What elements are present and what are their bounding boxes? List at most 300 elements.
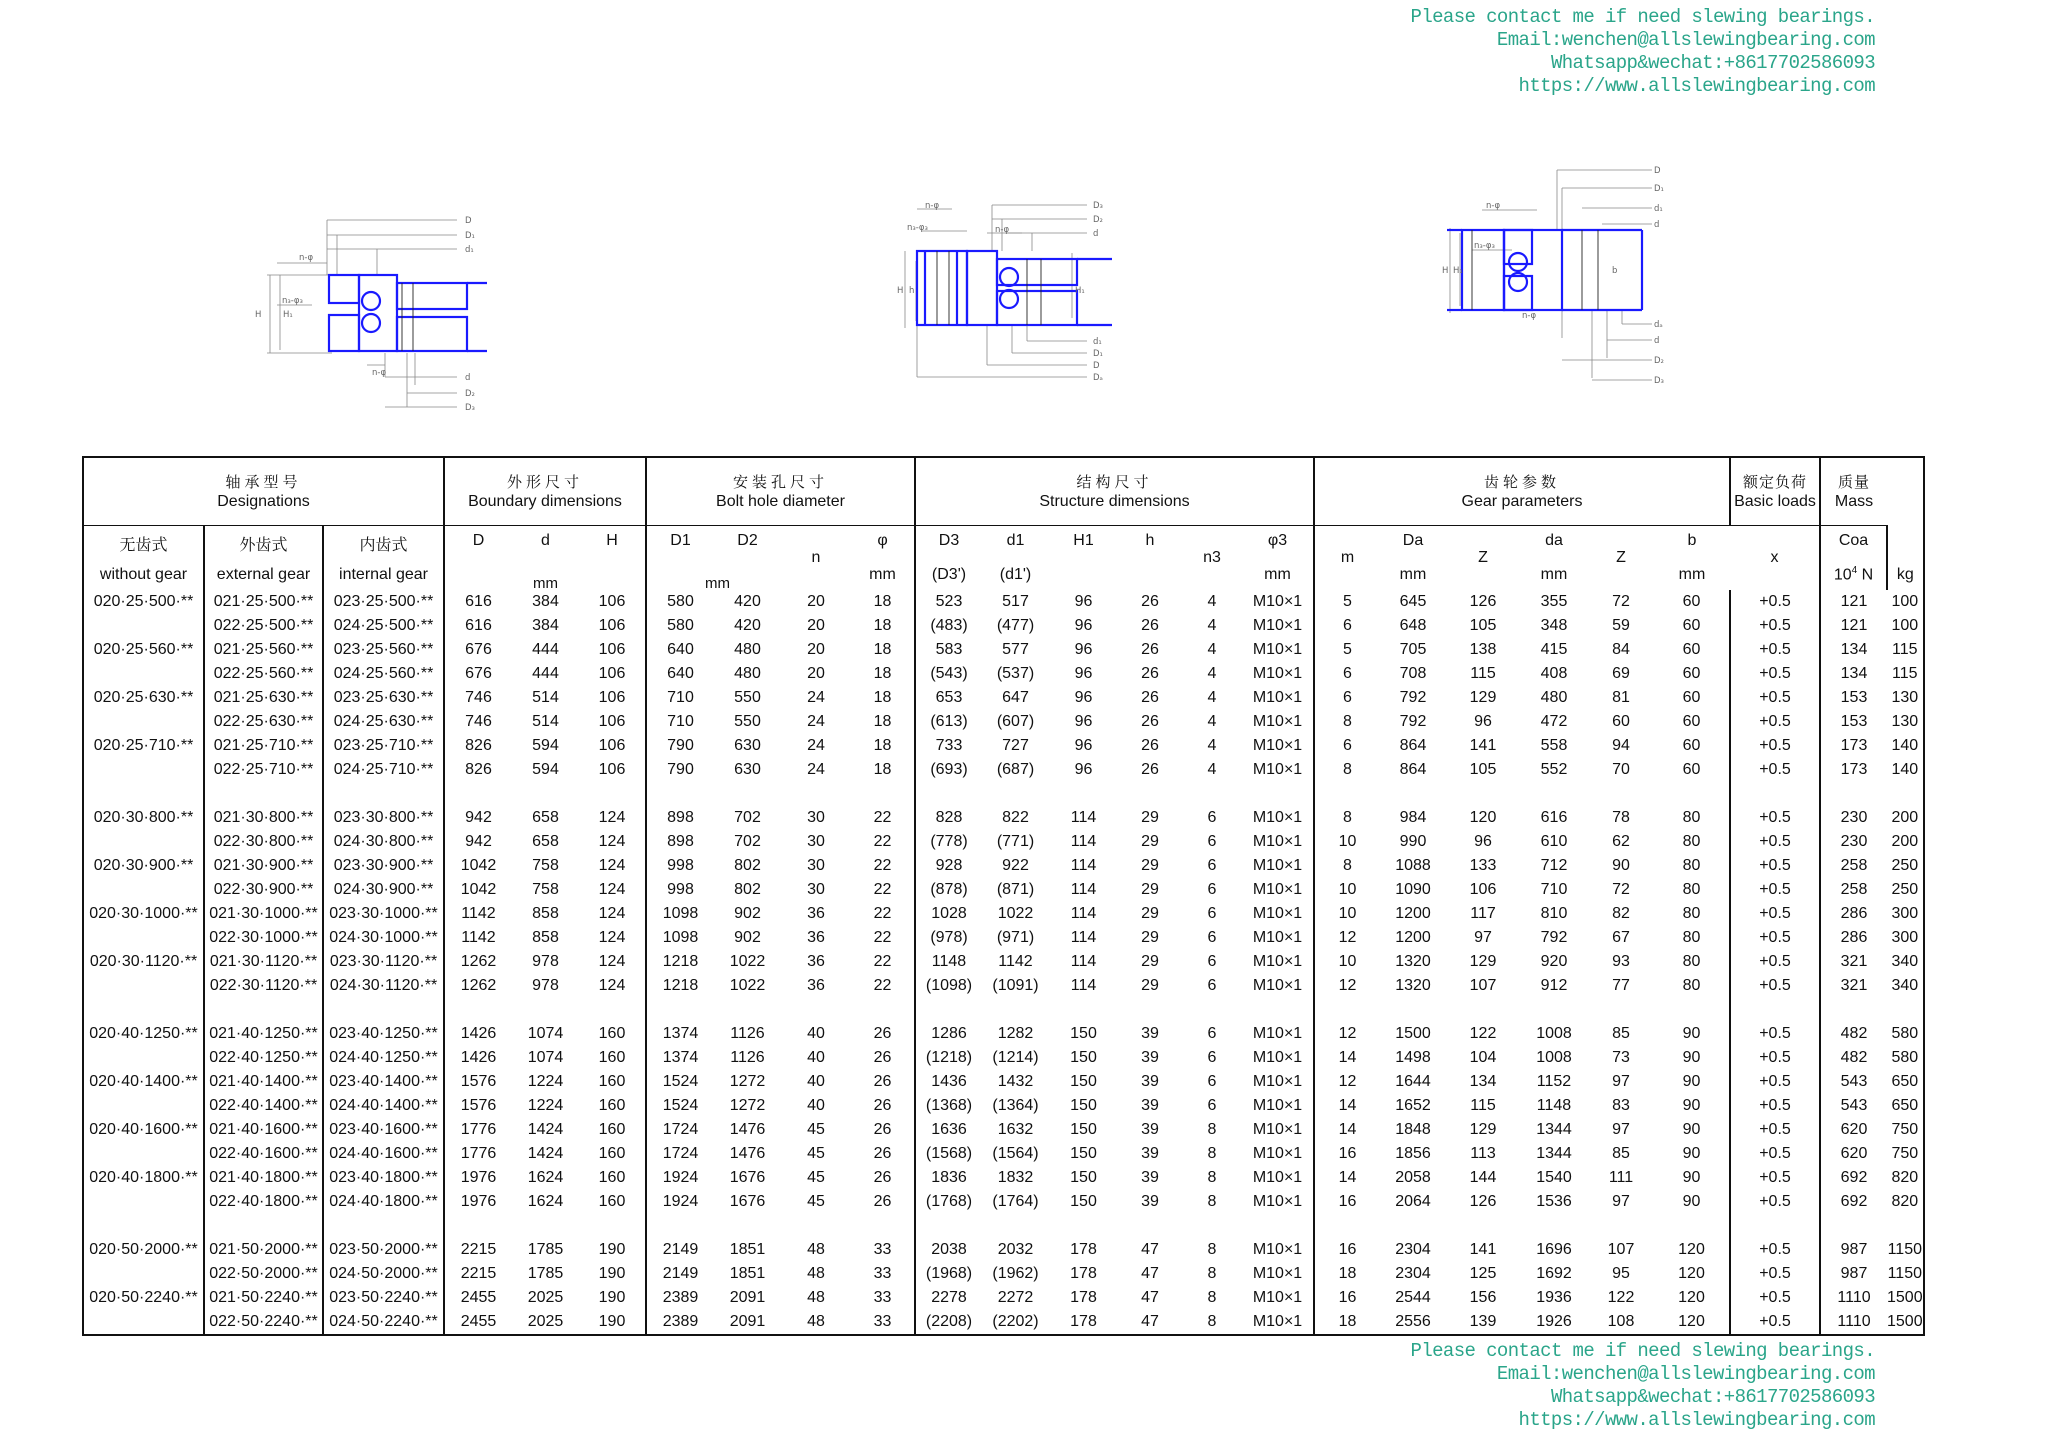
designation-without-gear: 020·30·1000·** — [89, 905, 198, 922]
table-row — [83, 974, 1924, 998]
table-cell: (978) — [915, 926, 982, 950]
table-cell: 1785 — [527, 1241, 564, 1258]
table-cell: 190 — [598, 1241, 626, 1258]
table-cell: 650 — [1891, 1073, 1919, 1090]
spacer-cell — [1380, 782, 1446, 806]
table-cell: 10 — [1314, 902, 1380, 926]
fig2-label-2: n-φ — [995, 225, 1010, 235]
table-cell: 258 — [1820, 878, 1887, 902]
table-cell: 758 — [532, 857, 559, 874]
fig1-label-4: n₃-φ₃ — [282, 296, 303, 306]
table-cell: 16 — [1314, 1238, 1380, 1262]
spacer-cell — [1820, 782, 1887, 806]
table-cell: 580 — [1891, 1049, 1919, 1066]
table-cell: (1968) — [915, 1262, 982, 1286]
table-cell: 115 — [1470, 1097, 1496, 1114]
designation-without-gear: 020·30·800·** — [93, 809, 194, 826]
table-cell: 160 — [598, 1049, 626, 1066]
designation-external-gear: 021·30·800·** — [204, 806, 323, 830]
table-cell: 750 — [1891, 1145, 1919, 1162]
table-cell: 26 — [1141, 593, 1159, 610]
table-cell: 577 — [1002, 641, 1029, 658]
table-cell: 96 — [1074, 737, 1093, 754]
table-cell: 12 — [1314, 974, 1380, 998]
designation-without-gear: 020·40·1250·** — [89, 1025, 198, 1042]
table-cell: +0.5 — [1730, 1022, 1820, 1046]
table-row — [83, 1238, 1924, 1262]
table-cell: 230 — [1820, 830, 1887, 854]
table-cell: 6 — [1207, 929, 1217, 946]
table-cell: 6 — [1207, 1049, 1217, 1066]
table-cell: 1088 — [1395, 857, 1431, 874]
table-cell: +0.5 — [1730, 614, 1820, 638]
table-cell: 1374 — [646, 1022, 714, 1046]
table-cell: 26 — [1141, 617, 1159, 634]
table-cell: 36 — [807, 953, 825, 970]
table-cell: 543 — [1820, 1094, 1887, 1118]
table-cell: 39 — [1141, 1169, 1159, 1186]
designation-without-gear: 020·30·1120·** — [89, 953, 198, 970]
table-cell: 16 — [1314, 1142, 1380, 1166]
table-cell: 178 — [1070, 1241, 1097, 1258]
bolt-unit-mm: mm — [705, 575, 730, 592]
table-cell: 2215 — [444, 1238, 512, 1262]
table-cell: 18 — [873, 617, 892, 634]
table-cell: 640 — [646, 638, 714, 662]
table-cell: 105 — [1469, 761, 1497, 778]
table-cell: 750 — [1891, 1121, 1919, 1138]
table-cell: 384 — [532, 593, 559, 610]
table-cell: 802 — [734, 881, 761, 898]
table-cell: 984 — [1399, 809, 1427, 826]
table-cell: (693) — [915, 758, 982, 782]
designation-without-gear — [83, 878, 204, 902]
table-cell: 580 — [1891, 1025, 1919, 1042]
fig2-label-6: H — [897, 286, 904, 296]
designation-internal-gear: 024·40·1800·** — [323, 1190, 444, 1214]
table-row — [83, 1094, 1924, 1118]
table-cell: 40 — [807, 1049, 825, 1066]
table-cell: M10×1 — [1252, 593, 1303, 610]
table-cell: 1500 — [1887, 1289, 1923, 1306]
table-cell: 650 — [1891, 1097, 1919, 1114]
table-cell: 14 — [1314, 1118, 1380, 1142]
spacer-cell — [512, 782, 579, 806]
fig1-label-1: D₁ — [465, 231, 475, 241]
contact-line-request: Please contact me if need slewing bearings. — [1410, 1340, 1875, 1362]
table-cell: 18 — [873, 689, 892, 706]
table-cell: 22 — [873, 833, 892, 850]
table-cell: 20 — [807, 665, 825, 682]
spacer-cell — [1446, 782, 1520, 806]
table-row — [83, 1166, 1924, 1190]
table-cell: 822 — [1002, 809, 1029, 826]
table-cell: 160 — [598, 1097, 626, 1114]
table-cell: 108 — [1607, 1313, 1635, 1330]
designation-without-gear: 020·30·900·** — [93, 857, 194, 874]
fig3-label-11: d — [1654, 336, 1660, 346]
table-cell: +0.5 — [1730, 1094, 1820, 1118]
group-structure-dimensions: 结构尺寸 Structure dimensions — [915, 457, 1314, 526]
designation-without-gear: 020·40·1800·** — [89, 1169, 198, 1186]
designation-internal-gear: 023·40·1800·** — [323, 1166, 444, 1190]
table-cell: 105 — [1469, 617, 1497, 634]
table-cell: 140 — [1891, 737, 1919, 754]
table-cell: 114 — [1070, 857, 1097, 874]
designation-internal-gear: 023·30·900·** — [323, 854, 444, 878]
table-cell: 45 — [807, 1169, 825, 1186]
table-cell: 1436 — [915, 1070, 982, 1094]
table-cell: (971) — [996, 929, 1035, 946]
table-cell: (878) — [915, 878, 982, 902]
table-row — [83, 1046, 1924, 1070]
table-cell: 153 — [1820, 686, 1887, 710]
spacer-cell — [323, 1214, 444, 1238]
table-cell: 826 — [444, 758, 512, 782]
table-cell: +0.5 — [1730, 926, 1820, 950]
table-row — [83, 1070, 1924, 1094]
designation-without-gear — [83, 830, 204, 854]
col-b: b mm — [1678, 532, 1706, 583]
drawing-3-svg — [1442, 158, 1702, 398]
table-cell: 26 — [873, 1049, 892, 1066]
table-cell: 84 — [1612, 641, 1630, 658]
table-cell: 178 — [1070, 1313, 1097, 1330]
table-cell: 1424 — [527, 1121, 564, 1138]
table-cell: 26 — [873, 1193, 892, 1210]
table-cell: 47 — [1141, 1241, 1159, 1258]
table-cell: 39 — [1141, 1025, 1159, 1042]
table-cell: (1218) — [915, 1046, 982, 1070]
spacer-cell — [1314, 782, 1380, 806]
table-cell: 90 — [1682, 1049, 1701, 1066]
table-cell: 22 — [873, 977, 892, 994]
table-cell: 746 — [444, 710, 512, 734]
table-cell: 647 — [1002, 689, 1029, 706]
designation-internal-gear: 023·40·1400·** — [323, 1070, 444, 1094]
table-cell: 2304 — [1395, 1241, 1431, 1258]
designation-internal-gear: 023·25·500·** — [323, 590, 444, 614]
table-cell: 126 — [1469, 1193, 1497, 1210]
table-cell: 150 — [1070, 1097, 1097, 1114]
spacer-cell — [1380, 1214, 1446, 1238]
spacer-cell — [1588, 998, 1654, 1022]
table-cell: 1500 — [1887, 1313, 1923, 1330]
spacer-cell — [1242, 1214, 1314, 1238]
table-cell: 1286 — [915, 1022, 982, 1046]
table-cell: 5 — [1314, 590, 1380, 614]
table-cell: 26 — [1141, 761, 1159, 778]
table-cell: 922 — [1002, 857, 1029, 874]
contact-line-email: Email:wenchen@allslewingbearing.com — [1496, 1363, 1875, 1385]
table-cell: +0.5 — [1730, 1238, 1820, 1262]
table-cell: 1832 — [997, 1169, 1034, 1186]
fig3-label-7: H₁ — [1453, 266, 1463, 276]
table-cell: 858 — [532, 929, 559, 946]
table-cell: 1150 — [1887, 1265, 1922, 1282]
table-cell: 630 — [734, 761, 761, 778]
table-cell: 134 — [1820, 638, 1887, 662]
fig2-label-10: D₁ — [1093, 349, 1103, 359]
table-cell: 1924 — [646, 1190, 714, 1214]
table-cell: 18 — [873, 593, 892, 610]
table-cell: +0.5 — [1730, 1142, 1820, 1166]
table-cell: 29 — [1141, 857, 1159, 874]
table-cell: 60 — [1682, 641, 1701, 658]
table-cell: 33 — [873, 1289, 892, 1306]
table-cell: (2208) — [915, 1310, 982, 1335]
table-cell: 48 — [807, 1241, 825, 1258]
spacer-cell — [444, 1214, 512, 1238]
table-cell: 90 — [1612, 857, 1630, 874]
table-cell: 107 — [1607, 1241, 1635, 1258]
table-cell: (1568) — [915, 1142, 982, 1166]
table-cell: 140 — [1891, 761, 1919, 778]
table-cell: 8 — [1207, 1121, 1217, 1138]
table-row — [83, 830, 1924, 854]
designation-external-gear: 022·50·2240·** — [204, 1310, 323, 1335]
table-cell: M10×1 — [1252, 881, 1303, 898]
fig3-label-4: n-φ — [1486, 201, 1501, 211]
table-cell: 1851 — [729, 1265, 766, 1282]
table-cell: 1540 — [1536, 1169, 1572, 1186]
table-cell: 480 — [734, 665, 761, 682]
table-cell: 1126 — [730, 1049, 765, 1066]
spacer-cell — [1182, 782, 1242, 806]
table-cell: 156 — [1469, 1289, 1497, 1306]
fig1-label-3: n-φ — [299, 253, 314, 263]
table-cell: 96 — [1074, 761, 1093, 778]
table-cell: 150 — [1070, 1025, 1097, 1042]
table-cell: 420 — [734, 617, 761, 634]
table-cell: 80 — [1682, 953, 1701, 970]
table-cell: 106 — [598, 689, 626, 706]
table-cell: 630 — [734, 737, 761, 754]
table-cell: 59 — [1612, 617, 1630, 634]
table-cell: 29 — [1141, 953, 1159, 970]
designation-external-gear: 021·30·1120·** — [204, 950, 323, 974]
table-cell: 97 — [1474, 929, 1492, 946]
table-cell: (771) — [996, 833, 1035, 850]
table-cell: M10×1 — [1252, 1193, 1303, 1210]
table-cell: 93 — [1612, 953, 1630, 970]
table-cell: 702 — [734, 833, 761, 850]
table-cell: +0.5 — [1730, 950, 1820, 974]
table-cell: 48 — [807, 1313, 825, 1330]
table-cell: 1142 — [444, 926, 512, 950]
table-cell: 12 — [1314, 926, 1380, 950]
table-cell: 826 — [444, 734, 512, 758]
spacer-cell — [1654, 998, 1730, 1022]
table-cell: 1676 — [729, 1169, 766, 1186]
spacer-cell — [1730, 1214, 1820, 1238]
table-row — [83, 638, 1924, 662]
table-cell: 1142 — [998, 953, 1033, 970]
table-cell: 1074 — [527, 1049, 564, 1066]
table-cell: 12 — [1314, 1070, 1380, 1094]
table-cell: 1696 — [1536, 1241, 1572, 1258]
bearing-drawing-without-gear — [237, 205, 497, 420]
table-cell: 22 — [873, 905, 892, 922]
col-Z-ext: Z — [1478, 549, 1488, 566]
designation-without-gear — [83, 926, 204, 950]
table-cell: 1856 — [1395, 1145, 1431, 1162]
table-cell: 802 — [734, 857, 761, 874]
table-cell: 864 — [1399, 761, 1427, 778]
table-cell: 69 — [1612, 665, 1630, 682]
table-cell: M10×1 — [1252, 809, 1303, 826]
table-cell: 658 — [532, 833, 559, 850]
table-cell: 1926 — [1536, 1313, 1572, 1330]
table-cell: 1848 — [1395, 1121, 1431, 1138]
table-cell: 300 — [1891, 905, 1919, 922]
table-cell: 286 — [1820, 926, 1887, 950]
table-cell: 80 — [1682, 905, 1701, 922]
designation-external-gear: 021·25·560·** — [204, 638, 323, 662]
table-cell: 987 — [1820, 1262, 1887, 1286]
table-cell: 122 — [1469, 1025, 1497, 1042]
fig3-label-12: D₂ — [1654, 356, 1664, 366]
table-cell: 14 — [1314, 1094, 1380, 1118]
table-cell: 1022 — [729, 953, 766, 970]
spacer-cell — [1182, 998, 1242, 1022]
spacer-cell — [512, 998, 579, 1022]
table-cell: 676 — [444, 638, 512, 662]
table-cell: (778) — [915, 830, 982, 854]
table-cell: 120 — [1678, 1265, 1705, 1282]
table-cell: 18 — [873, 641, 892, 658]
table-cell: 708 — [1399, 665, 1427, 682]
table-cell: 6 — [1207, 905, 1217, 922]
table-cell: 514 — [532, 713, 559, 730]
table-cell: 705 — [1399, 641, 1427, 658]
table-cell: +0.5 — [1730, 638, 1820, 662]
designation-external-gear: 022·30·1120·** — [204, 974, 323, 998]
spacer-cell — [781, 998, 851, 1022]
table-cell: 125 — [1469, 1265, 1497, 1282]
table-cell: M10×1 — [1252, 1121, 1303, 1138]
table-cell: 480 — [1540, 689, 1568, 706]
table-cell: 676 — [444, 662, 512, 686]
table-cell: 2032 — [997, 1241, 1034, 1258]
designation-external-gear: 022·40·1400·** — [204, 1094, 323, 1118]
table-cell: 6 — [1207, 977, 1217, 994]
table-cell: 8 — [1207, 1169, 1217, 1186]
contact-line-website: https://www.allslewingbearing.com — [1518, 75, 1875, 97]
table-cell: M10×1 — [1252, 1265, 1303, 1282]
table-cell: 96 — [1074, 689, 1093, 706]
fig2-label-11: D — [1093, 361, 1100, 371]
table-cell: 26 — [873, 1169, 892, 1186]
table-cell: 1692 — [1536, 1265, 1572, 1282]
table-cell: 321 — [1820, 974, 1887, 998]
table-cell: 1022 — [997, 905, 1034, 922]
contact-block-bottom — [1400, 1340, 1875, 1432]
table-cell: 258 — [1820, 854, 1887, 878]
table-cell: 60 — [1682, 713, 1701, 730]
table-cell: 4 — [1207, 713, 1217, 730]
table-cell: 60 — [1682, 593, 1701, 610]
contact-line-phone: Whatsapp&wechat:+8617702586093 — [1550, 52, 1875, 74]
table-cell: M10×1 — [1252, 617, 1303, 634]
table-row — [83, 926, 1924, 950]
table-cell: +0.5 — [1730, 1166, 1820, 1190]
spacer-cell — [1049, 998, 1118, 1022]
table-cell: 18 — [1314, 1310, 1380, 1335]
table-cell: 2389 — [646, 1310, 714, 1335]
bearing-spec-table — [82, 456, 1925, 1336]
table-cell: 114 — [1070, 809, 1097, 826]
fig1-label-6: H₁ — [283, 310, 293, 320]
table-cell: 150 — [1070, 1169, 1097, 1186]
table-cell: 115 — [1892, 641, 1918, 658]
table-cell: 20 — [807, 641, 825, 658]
table-cell: 150 — [1070, 1049, 1097, 1066]
spacer-cell — [1049, 1214, 1118, 1238]
designation-internal-gear: 023·30·1120·** — [323, 950, 444, 974]
boundary-unit-mm: mm — [533, 575, 558, 592]
table-cell: 2091 — [729, 1289, 766, 1306]
table-cell: 8 — [1314, 758, 1380, 782]
table-cell: 658 — [532, 809, 559, 826]
col-without-gear: 无齿式 without gear — [99, 535, 188, 583]
table-cell: 792 — [1399, 689, 1427, 706]
table-cell: 10 — [1314, 950, 1380, 974]
table-cell: 45 — [807, 1121, 825, 1138]
spacer-cell — [982, 782, 1049, 806]
table-cell: 111 — [1608, 1169, 1634, 1186]
table-cell: 104 — [1469, 1049, 1497, 1066]
table-row — [83, 806, 1924, 830]
table-cell: 96 — [1474, 713, 1492, 730]
table-cell: 987 — [1820, 1238, 1887, 1262]
table-cell: 124 — [598, 833, 626, 850]
table-cell: M10×1 — [1252, 929, 1303, 946]
table-cell: 1524 — [646, 1094, 714, 1118]
table-cell: 340 — [1891, 953, 1919, 970]
table-cell: 2215 — [444, 1262, 512, 1286]
table-cell: M10×1 — [1252, 833, 1303, 850]
table-cell: 1320 — [1395, 953, 1431, 970]
table-cell: (613) — [915, 710, 982, 734]
table-cell: 60 — [1682, 689, 1701, 706]
table-cell: +0.5 — [1730, 830, 1820, 854]
table-cell: 912 — [1540, 977, 1568, 994]
table-cell: 117 — [1470, 905, 1496, 922]
table-cell: 1498 — [1395, 1049, 1431, 1066]
table-cell: 1126 — [730, 1025, 765, 1042]
table-cell: 120 — [1678, 1241, 1705, 1258]
table-cell: 190 — [598, 1289, 626, 1306]
group-boundary-dimensions: 外形尺寸 Boundary dimensions — [444, 457, 646, 526]
table-cell: 80 — [1682, 833, 1701, 850]
table-cell: M10×1 — [1252, 1073, 1303, 1090]
designation-without-gear — [83, 1190, 204, 1214]
table-cell: 620 — [1820, 1118, 1887, 1142]
designation-external-gear: 021·25·710·** — [204, 734, 323, 758]
table-cell: 1500 — [1395, 1025, 1431, 1042]
table-cell: 141 — [1469, 737, 1497, 754]
spacer-cell — [851, 782, 915, 806]
table-cell: 94 — [1612, 737, 1630, 754]
designation-internal-gear: 024·40·1250·** — [323, 1046, 444, 1070]
table-cell: M10×1 — [1252, 641, 1303, 658]
table-cell: 24 — [807, 761, 825, 778]
table-cell: 48 — [807, 1289, 825, 1306]
designation-without-gear — [83, 614, 204, 638]
table-cell: 36 — [807, 977, 825, 994]
table-row — [83, 734, 1924, 758]
